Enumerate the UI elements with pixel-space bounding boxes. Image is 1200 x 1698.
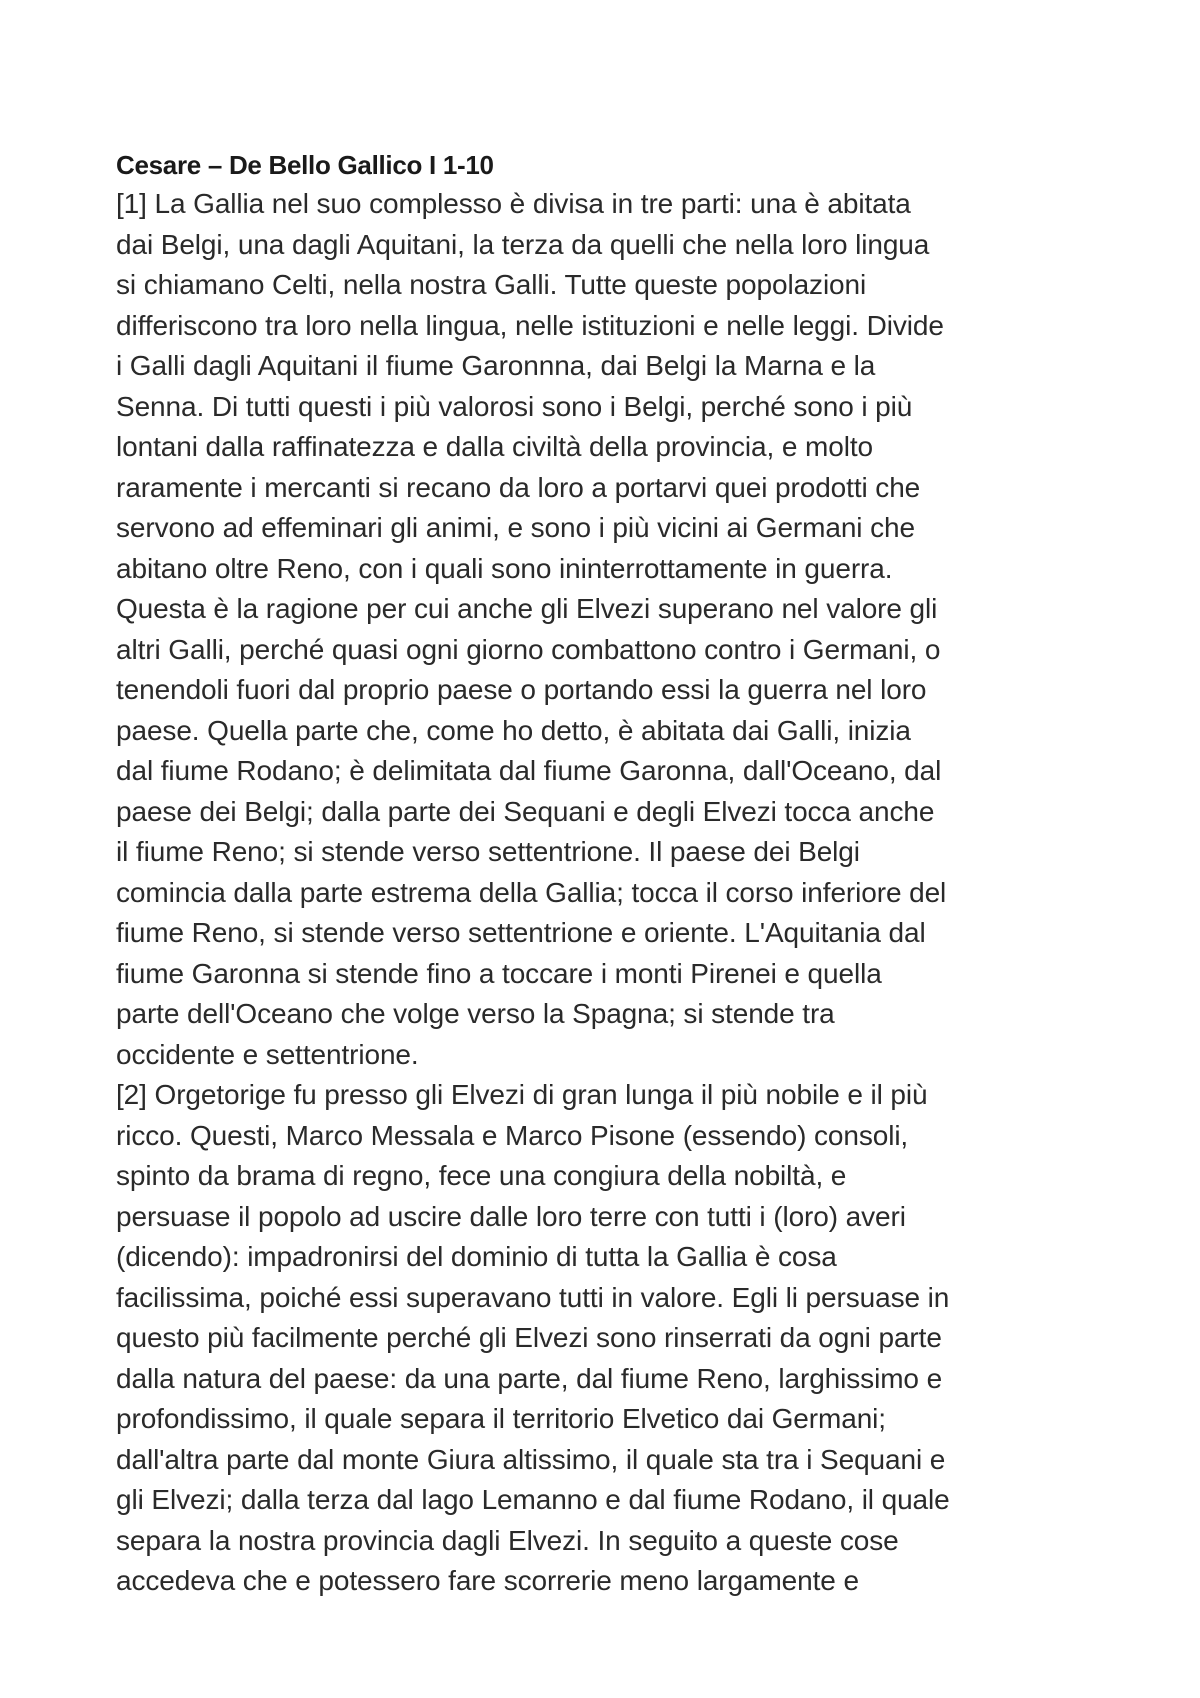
text-line: tenendoli fuori dal proprio paese o portando essi la guerra nel loro: [116, 674, 927, 705]
text-line: profondissimo, il quale separa il territorio Elvetico dai Germani;: [116, 1403, 886, 1434]
text-line: comincia dalla parte estrema della Gallia; tocca il corso inferiore del: [116, 876, 947, 908]
document-text: [116, 184, 1096, 1602]
text-line: [2] Orgetorige fu presso gli Elvezi di gran lunga il più nobile e il più: [116, 1079, 928, 1110]
document-title: Cesare – De Bello Gallico I 1-10: [116, 150, 494, 180]
text-line: si chiamano Celti, nella nostra Galli. Tutte queste popolazioni: [116, 269, 867, 300]
text-line: [1] La Gallia nel suo complesso è divisa in tre parti: una è abitata: [116, 188, 911, 219]
text-line: ricco. Questi, Marco Messala e Marco Pisone (essendo) consoli,: [116, 1119, 909, 1151]
text-line: Senna. Di tutti questi i più valorosi sono i Belgi, perché sono i più: [116, 390, 913, 422]
text-line: raramente i mercanti si recano da loro a portarvi quei prodotti che: [116, 471, 921, 503]
text-line: abitano oltre Reno, con i quali sono ininterrottamente in guerra.: [116, 552, 893, 584]
document-body: [116, 148, 1096, 1602]
text-line: dalla natura del paese: da una parte, dal fiume Reno, larghissimo e: [116, 1362, 943, 1394]
text-line: persuase il popolo ad uscire dalle loro terre con tutti i (loro) averi: [116, 1200, 906, 1232]
text-line: (dicendo): impadronirsi del dominio di tutta la Gallia è cosa: [116, 1241, 837, 1272]
text-line: fiume Reno, si stende verso settentrione e oriente. L'Aquitania dal: [116, 917, 926, 948]
text-line: occidente e settentrione.: [116, 1038, 419, 1070]
text-line: paese dei Belgi; dalla parte dei Sequani e degli Elvezi tocca anche: [116, 795, 935, 827]
text-line: altri Galli, perché quasi ogni giorno combattono contro i Germani, o: [116, 633, 941, 665]
text-line: spinto da brama di regno, fece una congiura della nobiltà, e: [116, 1160, 847, 1191]
text-line: paese. Quella parte che, come ho detto, è abitata dai Galli, inizia: [116, 714, 911, 746]
text-line: gli Elvezi; dalla terza dal lago Lemanno e dal fiume Rodano, il quale: [116, 1484, 950, 1515]
text-line: accedeva che e potessero fare scorrerie meno largamente e: [116, 1565, 859, 1596]
text-line: separa la nostra provincia dagli Elvezi. In seguito a queste cose: [116, 1524, 899, 1556]
text-line: il fiume Reno; si stende verso settentrione. Il paese dei Belgi: [116, 836, 860, 867]
text-line: dai Belgi, una dagli Aquitani, la terza da quelli che nella loro lingua: [116, 228, 930, 260]
text-line: differiscono tra loro nella lingua, nelle istituzioni e nelle leggi. Divide: [116, 309, 944, 341]
text-line: i Galli dagli Aquitani il fiume Garonnna, dai Belgi la Marna e la: [116, 350, 876, 381]
text-line: parte dell'Oceano che volge verso la Spagna; si stende tra: [116, 998, 835, 1029]
text-line: dall'altra parte dal monte Giura altissimo, il quale sta tra i Sequani e: [116, 1443, 946, 1475]
text-line: fiume Garonna si stende fino a toccare i monti Pirenei e quella: [116, 957, 882, 989]
text-line: Questa è la ragione per cui anche gli Elvezi superano nel valore gli: [116, 593, 938, 624]
text-line: lontani dalla raffinatezza e dalla civiltà della provincia, e molto: [116, 431, 873, 462]
text-line: servono ad effeminari gli animi, e sono i più vicini ai Germani che: [116, 512, 915, 543]
text-line: facilissima, poiché essi superavano tutti in valore. Egli li persuase in: [116, 1281, 950, 1313]
text-line: questo più facilmente perché gli Elvezi sono rinserrati da ogni parte: [116, 1322, 942, 1353]
text-line: dal fiume Rodano; è delimitata dal fiume Garonna, dall'Oceano, dal: [116, 755, 942, 786]
